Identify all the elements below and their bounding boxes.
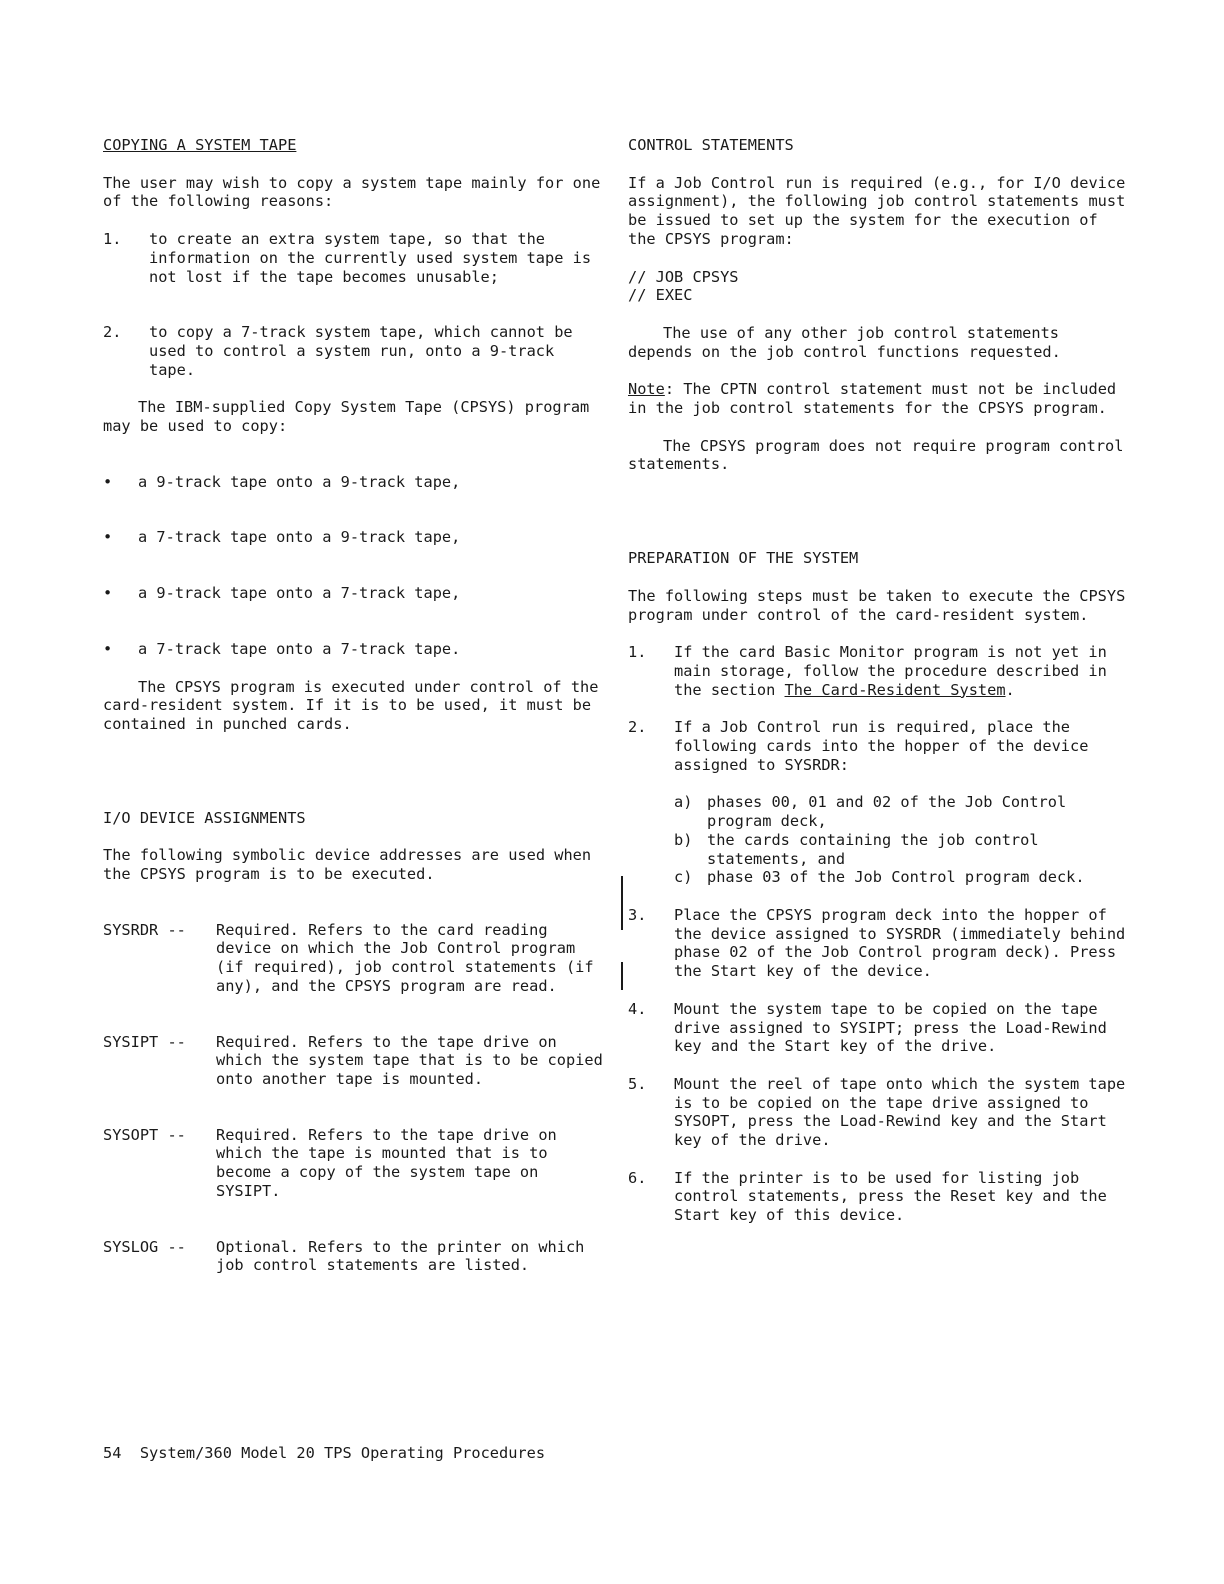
bullet-text: a 9-track tape onto a 9-track tape, [138,472,461,491]
step-item [628,718,1128,887]
device-description: Required. Refers to the card reading device on which the Job Control program (if required), job control statements (if any), and the CPSYS program are read. [216,920,594,995]
code-line: // EXEC [628,286,693,305]
substep-letter: b) [674,830,693,849]
section-heading-copying: COPYING A SYSTEM TAPE [103,136,297,154]
step-text: Mount the reel of tape onto which the system tape is to be copied on the tape drive assigned to SYSOPT, press the Load-Rewind key and the Start key of the drive. [674,1074,1126,1150]
device-name: SYSRDR -- [103,920,186,939]
revision-bar [621,962,623,990]
bullet-text: a 7-track tape onto a 7-track tape. [138,639,461,658]
no-program-control-paragraph: The CPSYS program does not require program control statements. [628,436,1124,474]
step-item [628,643,1128,699]
step-text: If the printer is to be used for listing job control statements, press the Reset key and the Start key of this device. [674,1168,1107,1225]
step-number: 3. [628,905,647,924]
intro-paragraph: The user may wish to copy a system tape mainly for one of the following reasons: [103,173,601,211]
section-heading-preparation: PREPARATION OF THE SYSTEM [628,549,859,568]
io-intro-paragraph: The following symbolic device addresses are used when the CPSYS program is to be executed. [103,846,592,884]
reason-item [103,323,603,379]
bullet-dot: • [103,639,113,658]
step-period: . [1005,680,1015,699]
section-heading-control: CONTROL STATEMENTS [628,136,794,154]
substep-item [674,868,1128,887]
page-footer: 54 System/360 Model 20 TPS Operating Procedures [103,1444,546,1462]
reason-text: to create an extra system tape, so that the information on the currently used system tape is not lost if the tape becomes unusable; [149,230,592,286]
substep-letter: c) [674,868,693,887]
step-item [628,1169,1128,1225]
step-text: Mount the system tape to be copied on the tape drive assigned to SYSIPT; press the Load-Rewind key and the Start key of the drive. [674,999,1107,1056]
step-item [628,906,1128,981]
section-reference: The Card-Resident System [784,680,1006,699]
step-number: 5. [628,1074,647,1093]
substep-item [674,793,1128,830]
bullet-item [103,473,603,492]
reason-text: to copy a 7-track system tape, which cannot be used to control a system run, onto a 9-track tape. [149,323,573,379]
bullet-text: a 9-track tape onto a 7-track tape, [138,584,461,603]
reason-item [103,230,603,286]
step-number: 6. [628,1168,647,1187]
step-text [674,643,1128,699]
code-block [628,268,1128,305]
step-body: If the card Basic Monitor program is not yet in main storage, follow the procedure described in the section [674,643,1107,699]
device-name: SYSOPT -- [103,1125,186,1144]
left-column [103,136,603,1275]
device-entry [103,1126,603,1201]
control-intro-paragraph: If a Job Control run is required (e.g., for I/O device assignment), the following job control statements must be issued to set up the system for the execution of the CPSYS program: [628,173,1126,248]
bullet-dot: • [103,584,113,603]
bullet-item [103,640,603,659]
substep-text: phase 03 of the Job Control program deck. [707,868,1085,887]
device-description: Optional. Refers to the printer on which job control statements are listed. [216,1237,585,1275]
reason-number: 2. [103,323,122,342]
step-number: 4. [628,999,647,1018]
code-line: // JOB CPSYS [628,267,739,286]
substep-text: the cards containing the job control statements, and [707,830,1039,868]
cpsys-intro-paragraph: The IBM-supplied Copy System Tape (CPSYS) program may be used to copy: [103,398,590,436]
device-name: SYSIPT -- [103,1032,186,1051]
note-label: Note [628,380,665,399]
substep-letter: a) [674,793,693,812]
step-number: 2. [628,718,647,737]
step-text: Place the CPSYS program deck into the hopper of the device assigned to SYSRDR (immediately behind phase 02 of the Job Control program deck). Press the Start key of the device. [674,905,1126,981]
substep-list [674,793,1128,887]
bullet-text: a 7-track tape onto a 9-track tape, [138,528,461,547]
section-heading-io: I/O DEVICE ASSIGNMENTS [103,808,306,827]
other-use-paragraph: The use of any other job control statements depends on the job control functions requested. [628,323,1061,361]
device-entry [103,921,603,996]
device-name: SYSLOG -- [103,1237,186,1256]
device-description: Required. Refers to the tape drive on which the system tape that is to be copied onto another tape is mounted. [216,1032,603,1088]
prep-intro-paragraph: The following steps must be taken to execute the CPSYS program under control of the card-resident system. [628,586,1126,624]
reason-number: 1. [103,230,122,249]
device-entry [103,1238,603,1275]
bullet-dot: • [103,528,113,547]
step-body: If a Job Control run is required, place the following cards into the hopper of the device assigned to SYSRDR: [674,718,1089,774]
bullet-item [103,528,603,547]
device-entry [103,1033,603,1089]
step-number: 1. [628,643,647,662]
revision-bar [621,876,623,930]
cpsys-exec-paragraph: The CPSYS program is executed under control of the card-resident system. If it is to be used, it must be contained in punched cards. [103,677,599,733]
note-paragraph [628,380,1128,417]
step-item [628,1075,1128,1150]
bullet-dot: • [103,472,113,491]
substep-item [674,831,1128,868]
right-column [628,136,1128,1225]
device-description: Required. Refers to the tape drive on which the tape is mounted that is to become a copy of the system tape on SYSIPT. [216,1125,557,1200]
note-text: : The CPTN control statement must not be included in the job control statements for the CPSYS program. [628,380,1117,418]
bullet-item [103,584,603,603]
step-item [628,1000,1128,1056]
substep-text: phases 00, 01 and 02 of the Job Control program deck, [707,793,1067,831]
step-text [674,718,1128,887]
